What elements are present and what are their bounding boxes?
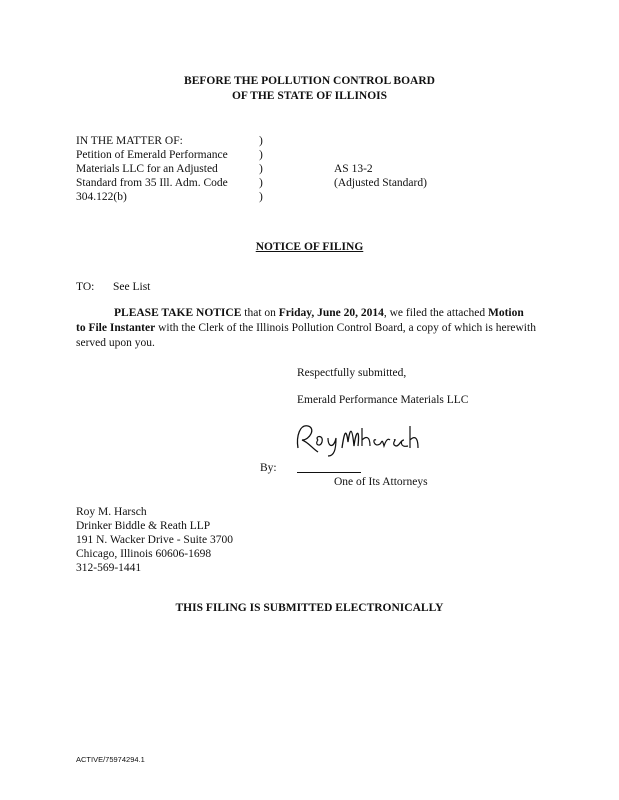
filing-date: Friday, June 20, 2014: [278, 307, 384, 319]
attorney-name: Roy M. Harsch: [76, 506, 147, 518]
header-line-1: BEFORE THE POLLUTION CONTROL BOARD: [184, 75, 435, 87]
caption-line-1: IN THE MATTER OF:: [76, 135, 183, 147]
notice-title: NOTICE OF FILING: [255, 241, 364, 253]
caption-bracket-5: ): [259, 191, 263, 203]
signature-line: [297, 472, 361, 473]
caption-bracket-4: ): [259, 177, 263, 189]
signature-image: [290, 418, 430, 458]
electronic-filing-notice: THIS FILING IS SUBMITTED ELECTRONICALLY: [175, 602, 444, 614]
caption-bracket-2: ): [259, 149, 263, 161]
respectfully-submitted: Respectfully submitted,: [297, 367, 407, 379]
motion-title: Motion to File Instanter: [76, 307, 524, 334]
case-number: AS 13-2: [334, 163, 373, 175]
caption-line-5: 304.122(b): [76, 191, 127, 203]
phone-number: 312-569-1441: [76, 562, 142, 574]
caption-line-2: Petition of Emerald Performance: [76, 149, 228, 161]
notice-text-1: that on: [241, 307, 279, 319]
by-label: By:: [260, 462, 277, 474]
header-line-2: OF THE STATE OF ILLINOIS: [231, 90, 388, 102]
notice-lead: PLEASE TAKE NOTICE: [114, 307, 242, 319]
address-line-2: Chicago, Illinois 60606-1698: [76, 548, 212, 560]
caption-bracket-1: ): [259, 135, 263, 147]
to-label: TO:: [76, 281, 95, 293]
caption-line-4: Standard from 35 Ill. Adm. Code: [76, 177, 228, 189]
caption-line-3: Materials LLC for an Adjusted: [76, 163, 218, 175]
document-id: ACTIVE/75974294.1: [76, 755, 145, 764]
signer-role: One of Its Attorneys: [334, 476, 428, 488]
caption-bracket-3: ): [259, 163, 263, 175]
notice-text-3: with the Clerk of the Illinois Pollution Control Board, a copy of which is herewith served upon you.: [76, 322, 536, 349]
notice-text-2: , we filed the attached: [383, 307, 488, 319]
firm-name: Drinker Biddle & Reath LLP: [76, 520, 211, 532]
case-type: (Adjusted Standard): [334, 177, 427, 189]
notice-paragraph: [76, 306, 536, 351]
to-value: See List: [113, 281, 151, 293]
address-line-1: 191 N. Wacker Drive - Suite 3700: [76, 534, 233, 546]
party-name: Emerald Performance Materials LLC: [297, 394, 469, 406]
